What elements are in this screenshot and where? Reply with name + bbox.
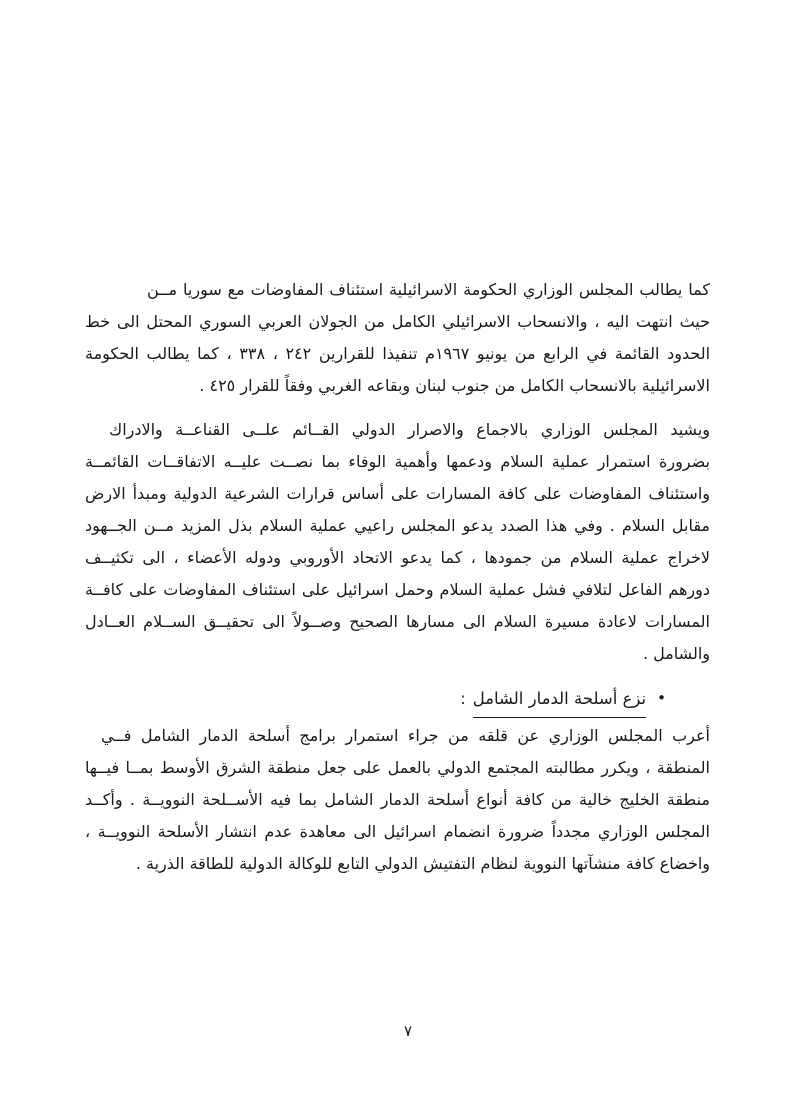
p3-line-1: أعرب المجلس الوزاري عن قلقه من جراء استمرار برامج أسلحة الدمار الشامل فــي (101, 726, 710, 745)
p2-line-5: لاخراج عملية السلام من جمودها ، كما يدعو الاتحاد الأوروبي ودوله الأعضاء ، الى تكثيــف (85, 548, 710, 567)
p2-line-7: المسارات لاعادة مسيرة السلام الى مسارها الصحيح وصــولاً الى تحقيــق الســلام العــادل (85, 612, 710, 631)
p2-line-1: ويشيد المجلس الوزاري بالاجماع والاصرار الدولي القــائم علــى القناعــة والادراك (109, 420, 710, 439)
p2-line-8: والشامل . (642, 644, 710, 663)
p1-line-2: حيث انتهت اليه ، والانسحاب الاسرائيلي الكامل من الجولان العربي السوري المحتل الى خط (85, 312, 710, 331)
paragraph-2 (85, 414, 710, 670)
p2-line-6: دورهم الفاعل لتلافي فشل عملية السلام وحمل اسرائيل على استئناف المفاوضات على كافــة (85, 580, 710, 599)
paragraph-3 (85, 720, 710, 880)
p3-line-4: المجلس الوزاري مجدداً ضرورة انضمام اسرائيل الى معاهدة عدم انتشار الأسلحة النوويــة ، (85, 822, 710, 841)
p3-line-5: واخضاع كافة منشآتها النووية لنظام التفتيش الدولي التابع للوكالة الدولية للطاقة الذرية . (135, 854, 710, 873)
p1-line-3: الحدود القائمة في الرابع من يونيو ١٩٦٧م تنفيذا للقرارين ٢٤٢ ، ٣٣٨ ، كما يطالب الحكومة (85, 344, 710, 363)
bullet-icon: • (657, 689, 666, 707)
section-heading-row (85, 683, 710, 715)
text-block (85, 274, 710, 880)
p2-line-4: مقابل السلام . وفي هذا الصدد يدعو المجلس راعيي عملية السلام بذل المزيد مــن الجــهود (85, 516, 710, 535)
page-number: ٧ (403, 1022, 413, 1040)
p2-line-3: واستئناف المفاوضات على كافة المسارات على أساس قرارات الشرعية الدولية ومبدأ الارض (85, 484, 710, 503)
p1-line-4: الاسرائيلية بالانسحاب الكامل من جنوب لبنان وبقاعه الغربي وفقاً للقرار ٤٢٥ . (199, 376, 710, 395)
paragraph-1 (85, 274, 710, 402)
p3-line-3: منطقة الخليج خالية من كافة أنواع أسلحة الدمار الشامل بما فيه الأســلحة النوويــة . وأكــد (85, 790, 710, 809)
p2-line-2: بضرورة استمرار عملية السلام ودعمها وأهمية الوفاء بما نصــت عليــه الاتفاقــات القائمــة (85, 452, 710, 471)
section-heading: نزع أسلحة الدمار الشامل (473, 683, 646, 718)
p1-line-1: كما يطالب المجلس الوزاري الحكومة الاسرائيلية استئناف المفاوضات مع سوريا مــن (147, 280, 710, 299)
section-heading-colon: : (460, 689, 466, 708)
p3-line-2: المنطقة ، ويكرر مطالبته المجتمع الدولي بالعمل على جعل منطقة الشرق الأوسط بمــا فيــها (85, 758, 710, 777)
